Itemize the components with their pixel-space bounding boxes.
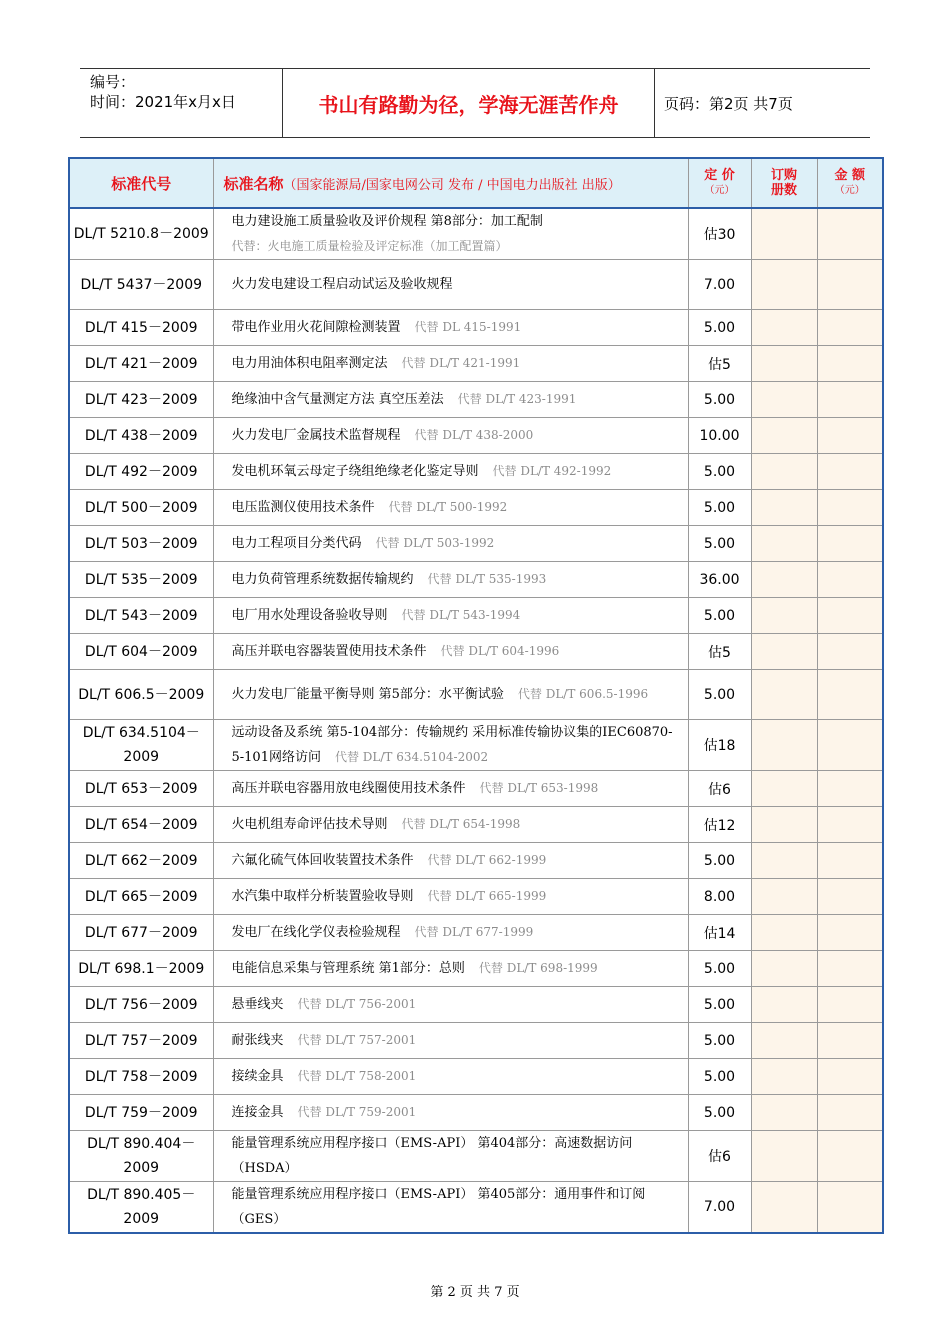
table-row — [69, 526, 883, 562]
price: 7.00 — [688, 1182, 751, 1234]
number-label: 编号： — [90, 73, 136, 91]
table-row — [69, 1182, 883, 1234]
standard-name-cell — [213, 915, 688, 951]
amount-cell[interactable] — [817, 346, 883, 382]
standard-name: 悬垂线夹 — [231, 997, 284, 1012]
table-row — [69, 1059, 883, 1095]
table-row — [69, 310, 883, 346]
amount-cell[interactable] — [817, 1023, 883, 1059]
header-amount-label: 金 额 — [834, 168, 866, 183]
replaces-note: 代替 DL/T 606.5-1996 — [517, 687, 649, 701]
amount-cell[interactable] — [817, 208, 883, 260]
order-qty-cell[interactable] — [751, 260, 817, 310]
amount-cell[interactable] — [817, 490, 883, 526]
header-amount-unit: （元） — [834, 185, 865, 196]
standard-name-cell — [213, 670, 688, 720]
replaces-note: 代替 DL/T 503-1992 — [375, 536, 495, 550]
header-name — [213, 158, 688, 208]
table-row — [69, 208, 883, 260]
standard-name: 远动设备及系统 第5-104部分：传输规约 采用标准传输协议集的IEC60870-5-101网络访问 — [231, 725, 673, 765]
standard-name: 高压并联电容器装置使用技术条件 — [231, 644, 427, 659]
table-row — [69, 879, 883, 915]
standard-code: DL/T 492－2009 — [69, 454, 213, 490]
header-code: 标准代号 — [69, 158, 213, 208]
standard-name: 火力发电厂金属技术监督规程 — [231, 428, 401, 443]
standard-name-cell — [213, 634, 688, 670]
header-meta — [80, 69, 283, 137]
amount-cell[interactable] — [817, 1059, 883, 1095]
price: 5.00 — [688, 1059, 751, 1095]
table-row — [69, 951, 883, 987]
price: 5.00 — [688, 598, 751, 634]
standard-name: 接续金具 — [231, 1069, 284, 1084]
amount-cell[interactable] — [817, 987, 883, 1023]
replaces-note: 代替 DL/T 634.5104-2002 — [334, 750, 489, 764]
standard-name-cell — [213, 454, 688, 490]
standard-name-cell — [213, 1095, 688, 1131]
order-qty-cell[interactable] — [751, 526, 817, 562]
table-row — [69, 807, 883, 843]
standard-code: DL/T 503－2009 — [69, 526, 213, 562]
standard-code: DL/T 890.404－2009 — [69, 1131, 213, 1182]
replaces-note: 代替 DL/T 662-1999 — [427, 853, 547, 867]
standard-code: DL/T 543－2009 — [69, 598, 213, 634]
replaces-note: 代替：火电施工质量检验及评定标准（加工配置篇） — [231, 239, 508, 253]
standard-code: DL/T 535－2009 — [69, 562, 213, 598]
order-qty-cell[interactable] — [751, 720, 817, 771]
standard-name: 带电作业用火花间隙检测装置 — [231, 320, 401, 335]
standard-code: DL/T 606.5－2009 — [69, 670, 213, 720]
price: 估6 — [688, 771, 751, 807]
order-qty-cell[interactable] — [751, 598, 817, 634]
price: 估6 — [688, 1131, 751, 1182]
replaces-note: 代替 DL/T 665-1999 — [427, 889, 547, 903]
standard-name: 火力发电建设工程启动试运及验收规程 — [231, 277, 453, 292]
header-publisher: （国家能源局/国家电网公司 发布 / 中国电力出版社 出版） — [283, 177, 621, 193]
price: 估30 — [688, 208, 751, 260]
table-row — [69, 915, 883, 951]
replaces-note: 代替 DL/T 758-2001 — [297, 1069, 417, 1083]
standard-name: 电能信息采集与管理系统 第1部分：总则 — [231, 961, 465, 976]
table-row — [69, 418, 883, 454]
price: 5.00 — [688, 526, 751, 562]
standard-name-cell — [213, 1059, 688, 1095]
order-qty-cell[interactable] — [751, 807, 817, 843]
standard-name: 水汽集中取样分析装置验收导则 — [231, 889, 414, 904]
standard-name: 电力工程项目分类代码 — [231, 536, 362, 551]
price: 5.00 — [688, 310, 751, 346]
price: 5.00 — [688, 951, 751, 987]
table-header-row — [69, 158, 883, 208]
standard-code: DL/T 604－2009 — [69, 634, 213, 670]
standards-table — [68, 157, 884, 1234]
replaces-note: 代替 DL/T 492-1992 — [492, 464, 612, 478]
standard-code: DL/T 415－2009 — [69, 310, 213, 346]
price: 5.00 — [688, 454, 751, 490]
amount-cell[interactable] — [817, 634, 883, 670]
standard-name: 耐张线夹 — [231, 1033, 284, 1048]
amount-cell[interactable] — [817, 1095, 883, 1131]
page-footer: 第 2 页 共 7 页 — [430, 1285, 520, 1300]
standard-name: 电压监测仪使用技术条件 — [231, 500, 375, 515]
amount-cell[interactable] — [817, 454, 883, 490]
table-row — [69, 987, 883, 1023]
order-qty-cell[interactable] — [751, 1023, 817, 1059]
replaces-note: 代替 DL/T 654-1998 — [401, 817, 521, 831]
table-row — [69, 346, 883, 382]
order-qty-cell[interactable] — [751, 418, 817, 454]
price: 5.00 — [688, 987, 751, 1023]
amount-cell[interactable] — [817, 1131, 883, 1182]
replaces-note: 代替 DL/T 500-1992 — [388, 500, 508, 514]
replaces-note: 代替 DL/T 421-1991 — [401, 356, 521, 370]
price: 5.00 — [688, 670, 751, 720]
standard-name: 火力发电厂能量平衡导则 第5部分：水平衡试验 — [231, 687, 504, 702]
standard-name-cell — [213, 260, 688, 310]
price: 估18 — [688, 720, 751, 771]
standard-code: DL/T 756－2009 — [69, 987, 213, 1023]
page-code: 页码：第2页 共7页 — [664, 94, 793, 113]
replaces-note: 代替 DL/T 759-2001 — [297, 1105, 417, 1119]
standard-code: DL/T 500－2009 — [69, 490, 213, 526]
standard-name-cell — [213, 771, 688, 807]
price: 36.00 — [688, 562, 751, 598]
standard-name-cell — [213, 310, 688, 346]
price: 5.00 — [688, 490, 751, 526]
amount-cell[interactable] — [817, 562, 883, 598]
table-row — [69, 1095, 883, 1131]
amount-cell[interactable] — [817, 879, 883, 915]
amount-cell[interactable] — [817, 807, 883, 843]
standard-name-cell — [213, 879, 688, 915]
order-qty-cell[interactable] — [751, 310, 817, 346]
standard-name-cell — [213, 562, 688, 598]
replaces-note: 代替 DL/T 757-2001 — [297, 1033, 417, 1047]
replaces-note: 代替 DL/T 438-2000 — [414, 428, 534, 442]
header-qty-label: 订购册数 — [770, 168, 797, 198]
order-qty-cell[interactable] — [751, 843, 817, 879]
standard-name-cell — [213, 208, 688, 260]
standard-name-cell — [213, 1182, 688, 1234]
table-row — [69, 598, 883, 634]
standard-name: 绝缘油中含气量测定方法 真空压差法 — [231, 392, 444, 407]
standard-code: DL/T 662－2009 — [69, 843, 213, 879]
amount-cell[interactable] — [817, 418, 883, 454]
amount-cell[interactable] — [817, 951, 883, 987]
standard-name-cell — [213, 418, 688, 454]
standard-name: 电力负荷管理系统数据传输规约 — [231, 572, 414, 587]
standard-name: 发电厂在线化学仪表检验规程 — [231, 925, 401, 940]
standard-name-cell — [213, 720, 688, 771]
standard-name-cell — [213, 1023, 688, 1059]
table-row — [69, 562, 883, 598]
standard-code: DL/T 653－2009 — [69, 771, 213, 807]
standard-name: 高压并联电容器用放电线圈使用技术条件 — [231, 781, 466, 796]
order-qty-cell[interactable] — [751, 1131, 817, 1182]
table-row — [69, 1023, 883, 1059]
amount-cell[interactable] — [817, 720, 883, 771]
order-qty-cell[interactable] — [751, 562, 817, 598]
standard-name-cell — [213, 526, 688, 562]
standard-name-cell — [213, 382, 688, 418]
amount-cell[interactable] — [817, 260, 883, 310]
order-qty-cell[interactable] — [751, 208, 817, 260]
order-qty-cell[interactable] — [751, 634, 817, 670]
table-row — [69, 670, 883, 720]
amount-cell[interactable] — [817, 382, 883, 418]
order-qty-cell[interactable] — [751, 771, 817, 807]
standard-name-cell — [213, 987, 688, 1023]
replaces-note: 代替 DL/T 756-2001 — [297, 997, 417, 1011]
header-qty — [751, 158, 817, 208]
standard-name: 能量管理系统应用程序接口（EMS-API） 第404部分：高速数据访问（HSDA） — [231, 1136, 633, 1176]
standard-name-cell — [213, 843, 688, 879]
standard-name: 连接金具 — [231, 1105, 284, 1120]
standard-name: 火电机组寿命评估技术导则 — [231, 817, 388, 832]
table-row — [69, 771, 883, 807]
price: 5.00 — [688, 843, 751, 879]
table-row — [69, 382, 883, 418]
order-qty-cell[interactable] — [751, 346, 817, 382]
order-qty-cell[interactable] — [751, 1095, 817, 1131]
replaces-note: 代替 DL 415-1991 — [414, 320, 522, 334]
order-qty-cell[interactable] — [751, 915, 817, 951]
header-price-unit: （元） — [704, 185, 735, 196]
header-price — [688, 158, 751, 208]
standard-name: 发电机环氧云母定子绕组绝缘老化鉴定导则 — [231, 464, 479, 479]
price: 7.00 — [688, 260, 751, 310]
table-row — [69, 1131, 883, 1182]
standard-name: 能量管理系统应用程序接口（EMS-API） 第405部分：通用事件和订阅（GES） — [231, 1187, 646, 1227]
price: 估14 — [688, 915, 751, 951]
standard-code: DL/T 5210.8－2009 — [69, 208, 213, 260]
standard-name: 六氟化硫气体回收装置技术条件 — [231, 853, 414, 868]
standard-code: DL/T 421－2009 — [69, 346, 213, 382]
standard-code: DL/T 890.405－2009 — [69, 1182, 213, 1234]
document-header — [80, 68, 870, 138]
standard-code: DL/T 5437－2009 — [69, 260, 213, 310]
standard-code: DL/T 665－2009 — [69, 879, 213, 915]
amount-cell[interactable] — [817, 526, 883, 562]
price: 10.00 — [688, 418, 751, 454]
replaces-note: 代替 DL/T 604-1996 — [440, 644, 560, 658]
standard-name-cell — [213, 490, 688, 526]
replaces-note: 代替 DL/T 653-1998 — [479, 781, 599, 795]
table-row — [69, 634, 883, 670]
order-qty-cell[interactable] — [751, 1059, 817, 1095]
amount-cell[interactable] — [817, 771, 883, 807]
replaces-note: 代替 DL/T 677-1999 — [414, 925, 534, 939]
table-row — [69, 260, 883, 310]
standard-name: 电厂用水处理设备验收导则 — [231, 608, 388, 623]
header-price-label: 定 价 — [704, 168, 735, 183]
order-qty-cell[interactable] — [751, 490, 817, 526]
standard-code: DL/T 759－2009 — [69, 1095, 213, 1131]
table-row — [69, 720, 883, 771]
amount-cell[interactable] — [817, 598, 883, 634]
order-qty-cell[interactable] — [751, 987, 817, 1023]
standard-code: DL/T 758－2009 — [69, 1059, 213, 1095]
standard-name-cell — [213, 346, 688, 382]
order-qty-cell[interactable] — [751, 951, 817, 987]
replaces-note: 代替 DL/T 535-1993 — [427, 572, 547, 586]
order-qty-cell[interactable] — [751, 670, 817, 720]
price: 5.00 — [688, 382, 751, 418]
standard-code: DL/T 698.1－2009 — [69, 951, 213, 987]
table-row — [69, 454, 883, 490]
time-label: 时间：2021年x月x日 — [90, 93, 236, 111]
replaces-note: 代替 DL/T 543-1994 — [401, 608, 521, 622]
standard-code: DL/T 423－2009 — [69, 382, 213, 418]
standard-name-cell — [213, 598, 688, 634]
standard-name: 电力建设施工质量验收及评价规程 第8部分：加工配制 — [231, 214, 543, 229]
amount-cell[interactable] — [817, 915, 883, 951]
header-name-label: 标准名称 — [223, 174, 284, 193]
standard-code: DL/T 438－2009 — [69, 418, 213, 454]
replaces-note: 代替 DL/T 698-1999 — [478, 961, 598, 975]
replaces-note: 代替 DL/T 423-1991 — [457, 392, 577, 406]
standard-name-cell — [213, 951, 688, 987]
table-row — [69, 490, 883, 526]
standard-name: 电力用油体积电阻率测定法 — [231, 356, 388, 371]
table-row — [69, 843, 883, 879]
price: 5.00 — [688, 1095, 751, 1131]
header-amount — [817, 158, 883, 208]
amount-cell[interactable] — [817, 843, 883, 879]
price: 8.00 — [688, 879, 751, 915]
amount-cell[interactable] — [817, 670, 883, 720]
standard-name-cell — [213, 807, 688, 843]
order-qty-cell[interactable] — [751, 879, 817, 915]
order-qty-cell[interactable] — [751, 454, 817, 490]
order-qty-cell[interactable] — [751, 382, 817, 418]
price: 估5 — [688, 346, 751, 382]
price: 5.00 — [688, 1023, 751, 1059]
standard-code: DL/T 757－2009 — [69, 1023, 213, 1059]
price: 估5 — [688, 634, 751, 670]
amount-cell[interactable] — [817, 1182, 883, 1234]
table-body — [69, 208, 883, 1233]
standard-code: DL/T 677－2009 — [69, 915, 213, 951]
order-qty-cell[interactable] — [751, 1182, 817, 1234]
price: 估12 — [688, 807, 751, 843]
motto: 书山有路勤为径，学海无涯苦作舟 — [283, 69, 655, 137]
standard-name-cell — [213, 1131, 688, 1182]
amount-cell[interactable] — [817, 310, 883, 346]
standard-code: DL/T 634.5104－2009 — [69, 720, 213, 771]
standard-code: DL/T 654－2009 — [69, 807, 213, 843]
